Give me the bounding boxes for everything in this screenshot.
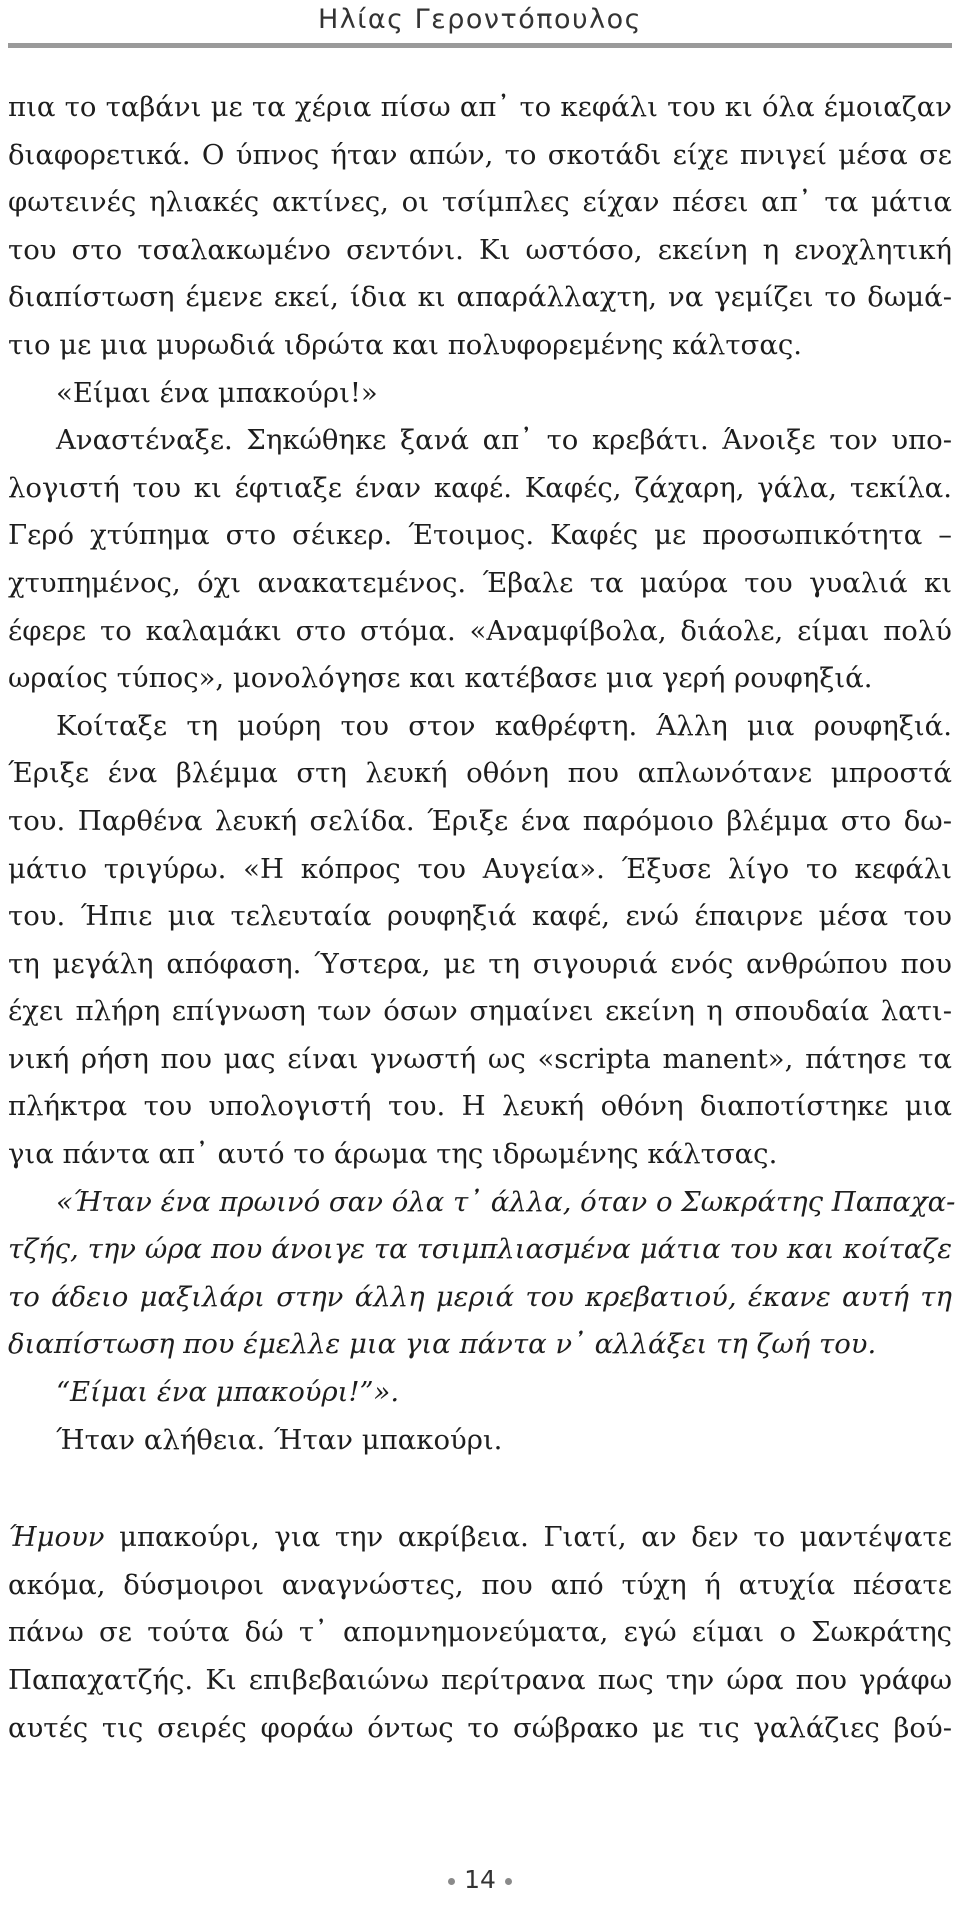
running-header-author: Ηλίας Γεροντόπουλος bbox=[317, 4, 643, 35]
text-line: του. Παρθένα λευκή σελίδα. Έριξε ένα παρόμοιο βλέμμα στο δω- bbox=[8, 804, 952, 837]
emphasized-word: Ήμουν bbox=[8, 1521, 105, 1554]
text-line: έχει πλήρη επίγνωση των όσων σημαίνει εκείνη η σπουδαία λατι- bbox=[8, 995, 952, 1028]
text-line: φωτεινές ηλιακές ακτίνες, οι τσίμπλες είχαν πέσει απ᾽ τα μάτια bbox=[8, 186, 952, 219]
text-line: μάτιο τριγύρω. «Η κόπρος του Αυγεία». Έξυσε λίγο το κεφάλι bbox=[8, 852, 952, 885]
text-line: Αναστέναξε. Σηκώθηκε ξανά απ᾽ το κρεβάτι. Άνοιξε τον υπο- bbox=[56, 424, 952, 457]
text-line: έφερε το καλαμάκι στο στόμα. «Αναμφίβολα, διάολε, είμαι πολύ bbox=[8, 614, 952, 647]
italic-text-line: το άδειο μαξιλάρι στην άλλη μεριά του κρεβατιού, έκανε αυτή τη bbox=[8, 1280, 952, 1313]
bullet-dot-icon bbox=[448, 1878, 455, 1885]
text-line: Κοίταξε τη μούρη του στον καθρέφτη. Άλλη μια ρουφηξιά. bbox=[56, 709, 952, 742]
body-text bbox=[8, 84, 956, 1752]
text-line: πλήκτρα του υπολογιστή του. Η λευκή οθόνη διαποτίστηκε μια bbox=[8, 1090, 952, 1123]
text-line: πάνω σε τούτα δώ τ᾽ απομνημονεύματα, εγώ είμαι ο Σωκράτης bbox=[8, 1616, 952, 1649]
text-line: διαφορετικά. Ο ύπνος ήταν απών, το σκοτάδι είχε πνιγεί μέσα σε bbox=[8, 138, 952, 171]
text-line: για πάντα απ᾽ αυτό το άρωμα της ιδρωμένης κάλτσας. bbox=[8, 1138, 778, 1171]
text-run: μπακούρι, για την ακρίβεια. Γιατί, αν δεν το μαντέψατε bbox=[104, 1521, 952, 1554]
text-line: «Είμαι ένα μπακούρι!» bbox=[56, 376, 378, 409]
text-line: ωραίος τύπος», μονολόγησε και κατέβασε μια γερή ρουφηξιά. bbox=[8, 662, 873, 695]
text-line: Γερό χτύπημα στο σέικερ. Έτοιμος. Καφές με προσωπικότητα – bbox=[8, 519, 952, 552]
page-number-footer bbox=[0, 1865, 960, 1895]
section-break bbox=[8, 1464, 952, 1514]
italic-text-line: τζής, την ώρα που άνοιγε τα τσιμπλιασμένα μάτια του και κοίταζε bbox=[8, 1233, 952, 1266]
text-line: τιο με μια μυρωδιά ιδρώτα και πολυφορεμένης κάλτσας. bbox=[8, 328, 803, 361]
bullet-dot-icon bbox=[505, 1878, 512, 1885]
text-line: του στο τσαλακωμένο σεντόνι. Κι ωστόσο, εκείνη η ενοχλητική bbox=[8, 233, 952, 266]
italic-text-line: “Είμαι ένα μπακούρι!”». bbox=[56, 1376, 400, 1409]
text-line: αυτές τις σειρές φοράω όντως το σώβρακο με τις γαλάζιες βού- bbox=[8, 1711, 952, 1744]
italic-text-line: διαπίστωση που έμελλε μια για πάντα ν᾽ αλλάξει τη ζωή του. bbox=[8, 1328, 877, 1361]
page-number: 14 bbox=[464, 1865, 496, 1894]
text-line: Έριξε ένα βλέμμα στη λευκή οθόνη που απλωνότανε μπροστά bbox=[8, 757, 952, 790]
text-line: νική ρήση που μας είναι γνωστή ως «scripta manent», πάτησε τα bbox=[8, 1042, 952, 1075]
text-line: τη μεγάλη απόφαση. Ύστερα, με τη σιγουριά ενός ανθρώπου που bbox=[8, 947, 952, 980]
text-line: Ήταν αλήθεια. Ήταν μπακούρι. bbox=[56, 1423, 503, 1456]
text-line: λογιστή του κι έφτιαξε έναν καφέ. Καφές, ζάχαρη, γάλα, τεκίλα. bbox=[8, 471, 952, 504]
paragraph-opening-line bbox=[8, 1514, 952, 1562]
text-line: διαπίστωση έμενε εκεί, ίδια κι απαράλλαχτη, να γεμίζει το δωμά- bbox=[8, 281, 952, 314]
text-line: Παπαχατζής. Κι επιβεβαιώνω περίτρανα πως την ώρα που γράφω bbox=[8, 1664, 952, 1696]
text-line: ακόμα, δύσμοιροι αναγνώστες, που από τύχη ή ατυχία πέσατε bbox=[8, 1568, 952, 1601]
text-line: πια το ταβάνι με τα χέρια πίσω απ᾽ το κεφάλι του κι όλα έμοιαζαν bbox=[8, 91, 952, 123]
italic-text-line: «Ήταν ένα πρωινό σαν όλα τ᾽ άλλα, όταν ο Σωκράτης Παπαχα- bbox=[56, 1185, 956, 1218]
text-line: χτυπημένος, όχι ανακατεμένος. Έβαλε τα μαύρα του γυαλιά κι bbox=[8, 566, 952, 599]
text-line: του. Ήπιε μια τελευταία ρουφηξιά καφέ, ενώ έπαιρνε μέσα του bbox=[8, 900, 952, 933]
header-rule bbox=[8, 43, 952, 48]
